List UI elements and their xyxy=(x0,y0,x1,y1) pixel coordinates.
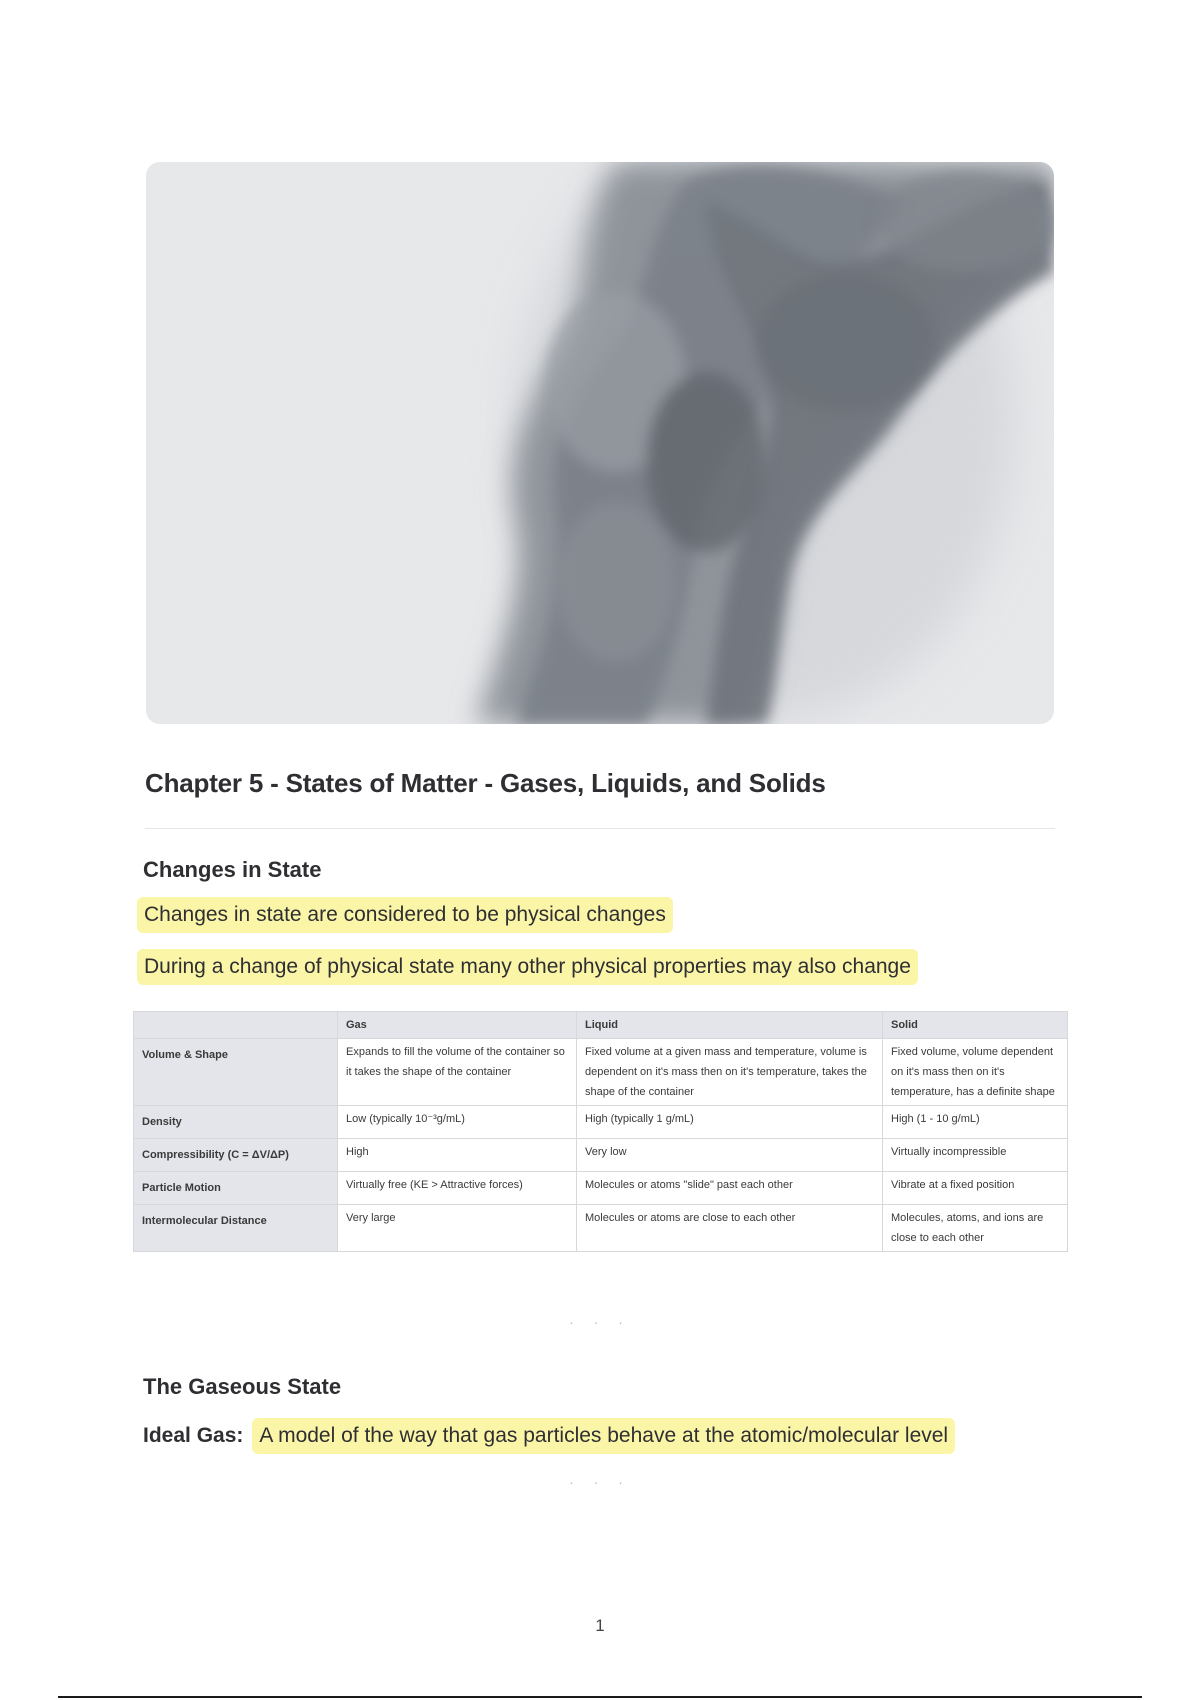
table-row xyxy=(134,1172,1068,1205)
table-header-cell: Liquid xyxy=(577,1012,883,1039)
section-heading-changes-in-state: Changes in State xyxy=(143,857,322,882)
section-separator: · · · xyxy=(569,1474,631,1490)
table-cell: Vibrate at a fixed position xyxy=(883,1172,1068,1205)
table-cell: Fixed volume at a given mass and temperature, volume is dependent on it's mass then on it's temperature, takes the shape of the container xyxy=(577,1039,883,1106)
table-header-cell: Solid xyxy=(883,1012,1068,1039)
table-row xyxy=(134,1139,1068,1172)
table-cell: Molecules or atoms are close to each other xyxy=(577,1205,883,1252)
title-divider xyxy=(145,828,1055,829)
table-header-cell xyxy=(134,1012,338,1039)
page-bottom-border xyxy=(58,1696,1142,1698)
table-cell: High (typically 1 g/mL) xyxy=(577,1106,883,1139)
ideal-gas-highlight: A model of the way that gas particles behave at the atomic/molecular level xyxy=(252,1418,955,1454)
page-number: 1 xyxy=(595,1616,605,1635)
table-header-cell: Gas xyxy=(338,1012,577,1039)
table-cell: Very low xyxy=(577,1139,883,1172)
hero-image xyxy=(146,162,1054,724)
row-label: Intermolecular Distance xyxy=(134,1205,338,1252)
table-cell: Virtually free (KE > Attractive forces) xyxy=(338,1172,577,1205)
table-cell: High (1 - 10 g/mL) xyxy=(883,1106,1068,1139)
table-cell: High xyxy=(338,1139,577,1172)
table-cell: Virtually incompressible xyxy=(883,1139,1068,1172)
table-cell: Fixed volume, volume dependent on it's mass then on it's temperature, has a definite shape xyxy=(883,1039,1068,1106)
section-heading-gaseous-state: The Gaseous State xyxy=(143,1374,342,1399)
row-label: Density xyxy=(134,1106,338,1139)
row-label: Volume & Shape xyxy=(134,1039,338,1106)
highlight-properties-change: During a change of physical state many other physical properties may also change xyxy=(137,949,918,985)
table-cell: Molecules, atoms, and ions are close to each other xyxy=(883,1205,1068,1252)
smoke-plume-illustration xyxy=(146,162,1054,724)
table-row xyxy=(134,1039,1068,1106)
table-header-row xyxy=(134,1012,1068,1039)
row-label: Particle Motion xyxy=(134,1172,338,1205)
table-cell: Molecules or atoms "slide" past each other xyxy=(577,1172,883,1205)
table-cell: Low (typically 10⁻³g/mL) xyxy=(338,1106,577,1139)
ideal-gas-term: Ideal Gas: xyxy=(143,1424,244,1447)
document-title: Chapter 5 - States of Matter - Gases, Liquids, and Solids xyxy=(145,768,826,798)
table-cell: Very large xyxy=(338,1205,577,1252)
table-cell: Expands to fill the volume of the container so it takes the shape of the container xyxy=(338,1039,577,1106)
ideal-gas-definition xyxy=(143,1418,955,1454)
highlight-physical-changes: Changes in state are considered to be physical changes xyxy=(137,897,673,933)
states-of-matter-table xyxy=(133,1011,1068,1252)
table-row xyxy=(134,1106,1068,1139)
row-label: Compressibility (C = ΔV/ΔP) xyxy=(134,1139,338,1172)
table-row xyxy=(134,1205,1068,1252)
section-separator: · · · xyxy=(569,1314,631,1330)
